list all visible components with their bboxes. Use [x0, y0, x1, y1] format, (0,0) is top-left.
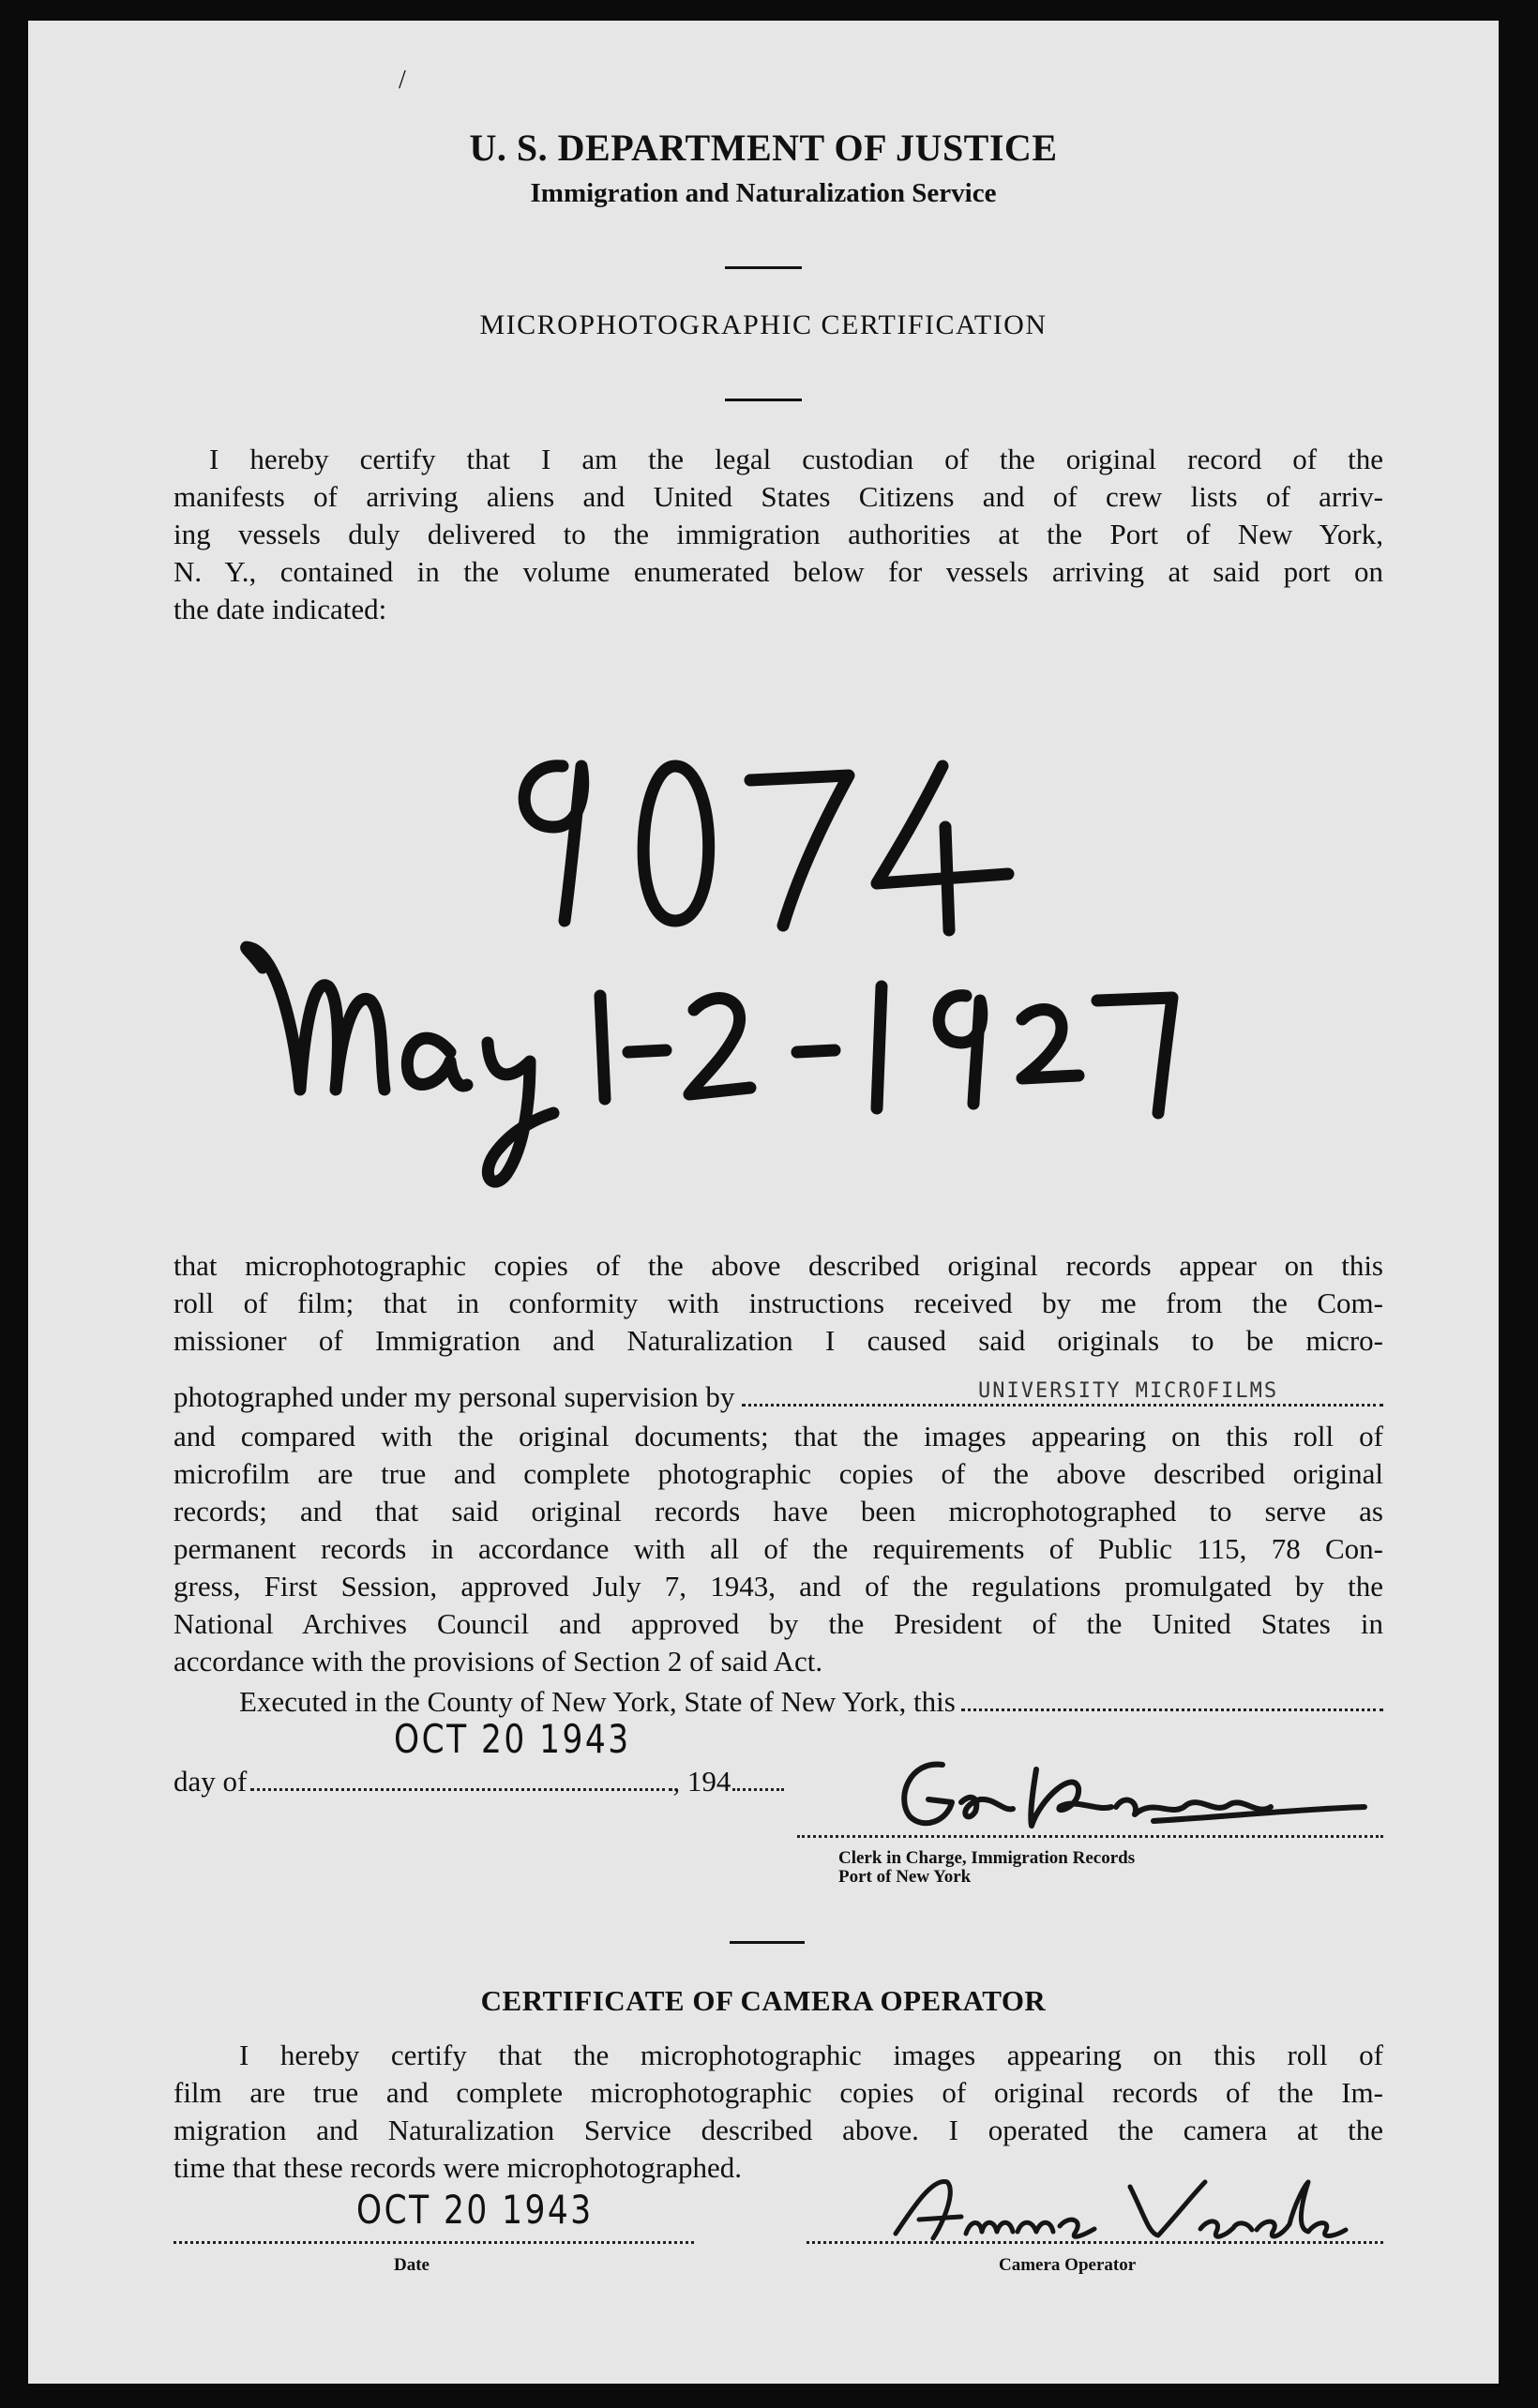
intro-line: the date indicated:	[173, 593, 387, 625]
certification-title: MICROPHOTOGRAPHIC CERTIFICATION	[479, 309, 1048, 340]
body-line: records; and that said original records have been microphotographed to serve as	[173, 1495, 1383, 1528]
operator-signature-line	[807, 2241, 1383, 2244]
intro-line: ing vessels duly delivered to the immigration authorities at the Port of New York,	[173, 518, 1383, 550]
operator-label: Camera Operator	[999, 2255, 1137, 2275]
dotted-leader	[250, 1771, 672, 1791]
corner-mark: /	[399, 66, 406, 95]
camera-operator-signature	[877, 2168, 1365, 2252]
camera-line: migration and Naturalization Service described above. I operated the camera at the	[173, 2114, 1383, 2146]
body-line: missioner of Immigration and Naturalization I caused said originals to be micro-	[173, 1324, 1383, 1357]
intro-line: I hereby certify that I am the legal custodian of the original record of the	[209, 443, 1383, 475]
clerk-title-line: Port of New York	[838, 1867, 972, 1887]
dotted-leader	[961, 1692, 1383, 1711]
date-signature-line	[173, 2241, 694, 2244]
intro-line: N. Y., contained in the volume enumerated below for vessels arriving at said port on	[173, 555, 1383, 588]
department-heading: U. S. DEPARTMENT OF JUSTICE	[469, 127, 1058, 169]
executed-line	[239, 1685, 1383, 1719]
body-paragraph	[173, 1247, 1383, 1360]
divider	[725, 266, 802, 269]
clerk-signature-line	[797, 1835, 1383, 1838]
body-paragraph-continued	[173, 1418, 1383, 1680]
clerk-title	[838, 1849, 1135, 1887]
day-of-label: day of	[173, 1765, 248, 1798]
body-line: permanent records in accordance with all of the requirements of Public 115, 78 Con-	[173, 1532, 1383, 1565]
handwritten-volume-number	[497, 738, 1022, 940]
service-subheading: Immigration and Naturalization Service	[530, 178, 997, 208]
intro-line: manifests of arriving aliens and United States Citizens and of crew lists of arriv-	[173, 480, 1383, 513]
body-line: and compared with the original documents; that the images appearing on this roll of	[173, 1420, 1383, 1452]
body-line: that microphotographic copies of the above described original records appear on this	[173, 1249, 1383, 1282]
executed-text: Executed in the County of New York, State of New York, this	[239, 1685, 956, 1718]
body-line: roll of film; that in conformity with instructions received by me from the Com-	[173, 1287, 1383, 1319]
camera-line: time that these records were microphotographed.	[173, 2151, 742, 2184]
camera-certificate-title: CERTIFICATE OF CAMERA OPERATOR	[480, 1984, 1047, 2017]
camera-paragraph	[173, 2037, 1383, 2187]
camera-line: film are true and complete microphotographic copies of original records of the Im-	[173, 2076, 1383, 2109]
certificate-page	[28, 21, 1499, 2384]
divider	[730, 1941, 805, 1944]
day-of-line	[173, 1765, 784, 1798]
year-label: , 194	[672, 1765, 731, 1798]
clerk-signature	[872, 1741, 1379, 1844]
body-line: National Archives Council and approved by the President of the United States in	[173, 1607, 1383, 1640]
microfilm-company-stamp: UNIVERSITY MICROFILMS	[978, 1379, 1279, 1403]
handwritten-date	[225, 911, 1322, 1202]
camera-line: I hereby certify that the microphotographic images appearing on this roll of	[239, 2039, 1383, 2071]
photographed-by-label: photographed under my personal supervision by	[173, 1380, 735, 1413]
date-label: Date	[394, 2255, 430, 2275]
body-line: microfilm are true and complete photographic copies of the above described original	[173, 1457, 1383, 1490]
day-of-stamp: OCT 20 1943	[394, 1716, 631, 1762]
dotted-leader	[732, 1771, 784, 1791]
clerk-title-line: Clerk in Charge, Immigration Records	[838, 1848, 1136, 1868]
divider	[725, 399, 802, 401]
photographed-by-line	[173, 1378, 1383, 1416]
camera-date-stamp: OCT 20 1943	[356, 2187, 594, 2233]
intro-paragraph	[173, 441, 1383, 628]
body-line: gress, First Session, approved July 7, 1943, and of the regulations promulgated by the	[173, 1570, 1383, 1603]
body-line: accordance with the provisions of Section 2 of said Act.	[173, 1645, 823, 1678]
